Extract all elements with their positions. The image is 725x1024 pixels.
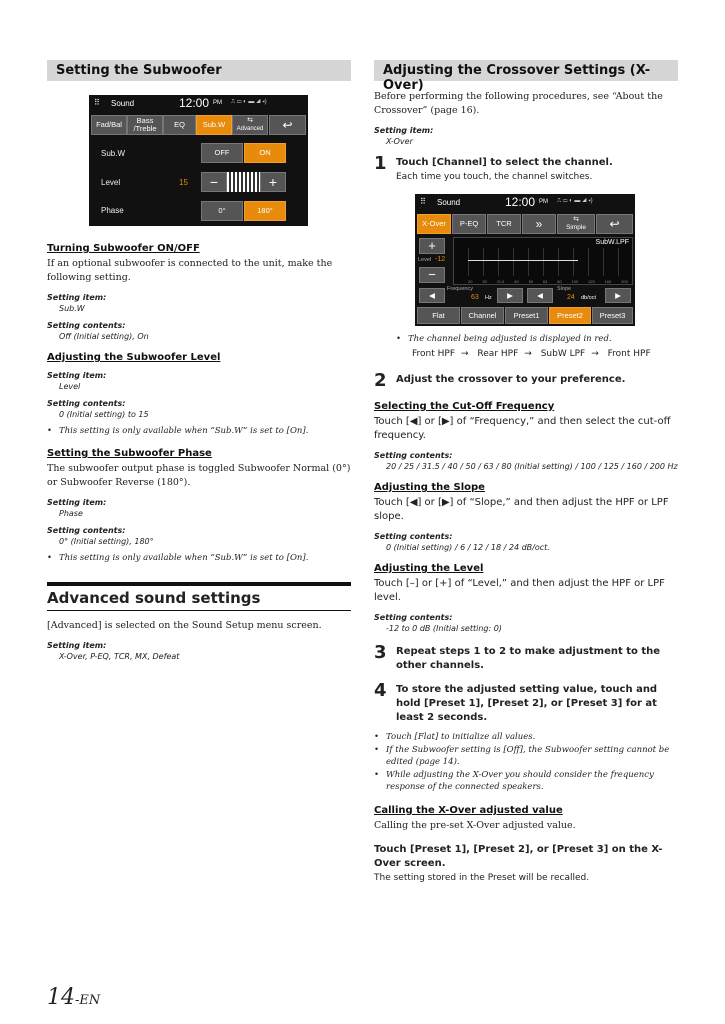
x-tick: 31.5 — [496, 279, 505, 284]
level-label: Level — [418, 257, 432, 263]
row-label-level: Level — [101, 178, 121, 187]
heading-calling: Calling the X-Over adjusted value — [374, 805, 563, 816]
tab-eq[interactable]: EQ — [163, 115, 196, 135]
xover-screen — [415, 194, 635, 326]
arrow-left-icon: ◀ — [537, 290, 543, 300]
value-item: X-Over, P-EQ, TCR, MX, Defeat — [59, 652, 180, 661]
frequency-value: 63 — [471, 294, 479, 301]
value-contents: -12 to 0 dB (Initial setting: 0) — [386, 624, 502, 633]
step-text: To store the adjusted setting value, touch and hold [Preset 1], [Preset 2], or [Preset 3] for at least 2 seconds. — [396, 684, 658, 723]
note-frequency-response: • While adjusting the X-Over you should consider the frequency response of the connected speakers. — [374, 769, 678, 793]
value-contents: 20 / 25 / 31.5 / 40 / 50 / 63 / 80 (Initial setting) / 100 / 125 / 160 / 200 Hz — [386, 462, 678, 471]
app-title: Sound — [111, 99, 135, 108]
value-contents: 0° (Initial setting), 180° — [59, 537, 154, 546]
heading-advanced: Advanced sound settings — [47, 582, 351, 611]
label-contents: Setting contents: — [47, 321, 126, 330]
slope-left-button[interactable] — [527, 288, 553, 303]
note-flat: • Touch [Flat] to initialize all values. — [374, 731, 678, 743]
arrow-icon: → — [461, 349, 469, 359]
x-tick: 100 — [571, 279, 579, 284]
value-contents: 0 (Initial setting) to 15 — [59, 410, 149, 419]
row-label-phase: Phase — [101, 206, 124, 215]
menu-icon[interactable]: ⠿ — [420, 197, 426, 206]
graph-channel-label: SubW.LPF — [595, 239, 629, 246]
step-number: 1 — [374, 153, 387, 174]
step-text: Touch [Channel] to select the channel. — [396, 157, 613, 168]
channel-button[interactable]: Channel — [461, 307, 504, 324]
level-value: -12 — [435, 256, 446, 263]
text-level: Touch [–] or [+] of “Level,” and then adjust the HPF or LPF level. — [374, 578, 665, 603]
tab-advanced-label: Advanced — [236, 126, 264, 132]
note-level: • This setting is only available when “Sub.W” is set to [On]. — [47, 425, 351, 437]
note-phase: • This setting is only available when “Sub.W” is set to [On]. — [47, 552, 351, 564]
value-item: Level — [59, 382, 81, 391]
text-recalled: The setting stored in the Preset will be recalled. — [374, 873, 590, 883]
level-slider[interactable] — [227, 172, 260, 192]
arrow-icon: → — [524, 349, 532, 359]
x-tick: 160 — [604, 279, 612, 284]
preset2-button[interactable]: Preset2 — [549, 307, 591, 324]
note-subwoofer-off: • If the Subwoofer setting is [Off], the Subwoofer setting cannot be edited (page 14). — [374, 744, 678, 768]
heading-level: Adjusting the Subwoofer Level — [47, 352, 221, 363]
page-number-value: 14 — [47, 985, 75, 1010]
x-tick: 20 — [468, 279, 473, 284]
swap-icon: ⇆ — [573, 216, 579, 223]
value-contents: 0 (Initial setting) / 6 / 12 / 18 / 24 dB/oct. — [386, 543, 550, 552]
tab-subw[interactable]: Sub.W — [196, 115, 232, 135]
status-bar — [89, 95, 308, 111]
heading-cutoff: Selecting the Cut-Off Frequency — [374, 401, 555, 412]
frequency-label: Frequency — [447, 286, 473, 292]
step-number: 2 — [374, 370, 387, 391]
value-contents: Off (Initial setting), On — [59, 332, 149, 341]
intro-text: Before performing the following procedures, see “About the Crossover” (page 16). — [374, 91, 663, 116]
instruction-preset: Touch [Preset 1], [Preset 2], or [Preset 3] on the X-Over screen. — [374, 844, 663, 869]
label-item: Setting item: — [47, 498, 107, 507]
clock-ampm: PM — [213, 100, 222, 106]
app-title: Sound — [437, 198, 461, 207]
step-text: Adjust the crossover to your preference. — [396, 374, 626, 385]
arrow-icon: → — [591, 349, 599, 359]
row-label-subw: Sub.W — [101, 149, 126, 158]
tab-fad-bal[interactable]: Fad/Bal — [91, 115, 127, 135]
label-contents: Setting contents: — [374, 451, 453, 460]
text-advanced: [Advanced] is selected on the Sound Setup menu screen. — [47, 620, 322, 631]
step-sub: Each time you touch, the channel switches. — [396, 172, 593, 182]
label-item: Setting item: — [47, 293, 107, 302]
right-column — [374, 60, 678, 184]
step-4 — [374, 680, 678, 725]
text-phase: The subwoofer output phase is toggled Subwoofer Normal (0°) or Subwoofer Reverse (180°). — [47, 463, 351, 488]
text-calling: Calling the pre-set X-Over adjusted value. — [374, 820, 576, 831]
page-number-suffix: -EN — [75, 993, 101, 1008]
x-tick: 80 — [557, 279, 562, 284]
heading-slope: Adjusting the Slope — [374, 482, 485, 493]
preset3-button[interactable]: Preset3 — [592, 307, 633, 324]
flow-item: SubW LPF — [540, 349, 586, 359]
x-tick: 125 — [588, 279, 595, 284]
text-slope: Touch [◀] or [▶] of “Slope,” and then adjust the HPF or LPF slope. — [374, 497, 669, 522]
tab-xover[interactable]: X-Over — [417, 214, 451, 234]
more-tabs-button[interactable] — [522, 214, 556, 234]
subw-on-button[interactable]: ON — [244, 143, 286, 163]
left-text — [47, 232, 351, 661]
label-item: Setting item: — [374, 126, 434, 135]
slope-unit: db/oct — [581, 295, 596, 301]
level-value: 15 — [179, 178, 188, 187]
tab-peq[interactable]: P-EQ — [452, 214, 486, 234]
step-1 — [374, 153, 678, 184]
flow-item: Front HPF — [412, 349, 455, 359]
left-column — [47, 60, 351, 81]
value-item: X-Over — [386, 137, 413, 146]
graph-xticks — [468, 279, 628, 284]
level-plus-button[interactable]: + — [260, 172, 286, 192]
flow-item: Rear HPF — [477, 349, 519, 359]
label-contents: Setting contents: — [374, 532, 453, 541]
frequency-unit: Hz — [485, 295, 492, 301]
flat-button[interactable]: Flat — [417, 307, 460, 324]
label-item: Setting item: — [47, 371, 107, 380]
clock: 12:00 — [179, 96, 210, 110]
text-on-off: If an optional subwoofer is connected to the unit, make the following setting. — [47, 258, 333, 283]
heading-level: Adjusting the Level — [374, 563, 484, 574]
value-item: Phase — [59, 509, 83, 518]
page-number — [47, 985, 100, 1010]
graph-grid — [468, 248, 628, 276]
phase-0-button[interactable]: 0° — [201, 201, 243, 221]
step-3 — [374, 642, 678, 673]
step-2 — [374, 370, 678, 391]
text-cutoff: Touch [◀] or [▶] of “Frequency,” and then select the cut-off frequency. — [374, 416, 671, 441]
tab-simple-label: Simple — [566, 224, 586, 231]
crossover-graph — [453, 237, 633, 285]
tab-advanced[interactable] — [232, 115, 268, 135]
tab-bass-treble[interactable]: Bass /Treble — [127, 115, 163, 135]
x-tick: 200 — [621, 279, 628, 284]
channel-flow — [412, 349, 678, 359]
clock: 12:00 — [505, 195, 536, 209]
value-item: Sub.W — [59, 304, 85, 313]
slope-right-button[interactable] — [605, 288, 631, 303]
label-contents: Setting contents: — [374, 613, 453, 622]
heading-on-off: Turning Subwoofer ON/OFF — [47, 243, 200, 254]
swap-icon: ⇆ — [247, 117, 253, 124]
x-tick: 40 — [514, 279, 519, 284]
graph-curve — [468, 260, 578, 261]
step-text: Repeat steps 1 to 2 to make adjustment to the other channels. — [396, 646, 661, 671]
level-minus-button[interactable]: − — [419, 267, 445, 283]
section-title-subwoofer: Setting the Subwoofer — [47, 60, 351, 81]
slope-label: Slope — [557, 286, 572, 292]
back-button[interactable] — [596, 214, 633, 234]
arrow-left-icon: ◀ — [429, 290, 435, 300]
x-tick: 50 — [528, 279, 534, 284]
status-icons: ⎍ ▭ ◐ ▬ ◢ ◂) — [231, 99, 267, 105]
frequency-left-button[interactable] — [419, 288, 445, 303]
tab-tcr[interactable]: TCR — [487, 214, 521, 234]
flow-item: Front HPF — [607, 349, 651, 359]
phase-180-button[interactable]: 180° — [244, 201, 286, 221]
status-icons: ⎍ ▭ ◐ ▬ ◢ ◂) — [557, 198, 593, 204]
label-contents: Setting contents: — [47, 399, 126, 408]
subwoofer-screen — [89, 95, 308, 226]
level-minus-button[interactable]: − — [201, 172, 227, 192]
back-icon: ↩ — [282, 118, 293, 132]
heading-phase: Setting the Subwoofer Phase — [47, 448, 212, 459]
step-number: 4 — [374, 680, 387, 701]
level-plus-button[interactable]: + — [419, 238, 445, 254]
x-tick: 63 — [542, 279, 548, 284]
step-number: 3 — [374, 642, 387, 663]
slope-value: 24 — [567, 294, 575, 301]
subw-off-button[interactable]: OFF — [201, 143, 243, 163]
double-chevron-icon: » — [535, 217, 543, 231]
tab-simple[interactable] — [557, 214, 595, 234]
back-button[interactable] — [269, 115, 306, 135]
menu-icon[interactable]: ⠿ — [94, 98, 100, 107]
preset1-button[interactable]: Preset1 — [505, 307, 548, 324]
status-bar — [415, 194, 635, 210]
label-item: Setting item: — [47, 641, 107, 650]
label-contents: Setting contents: — [47, 526, 126, 535]
right-text — [374, 333, 678, 885]
note-red-channel: • The channel being adjusted is displayed in red. — [396, 333, 678, 345]
arrow-right-icon: ▶ — [615, 290, 621, 300]
section-title-xover: Adjusting the Crossover Settings (X-Over) — [374, 60, 678, 81]
back-icon: ↩ — [609, 217, 620, 231]
clock-ampm: PM — [539, 199, 548, 205]
frequency-right-button[interactable] — [497, 288, 523, 303]
x-tick: 25 — [482, 279, 487, 284]
arrow-right-icon: ▶ — [507, 290, 513, 300]
